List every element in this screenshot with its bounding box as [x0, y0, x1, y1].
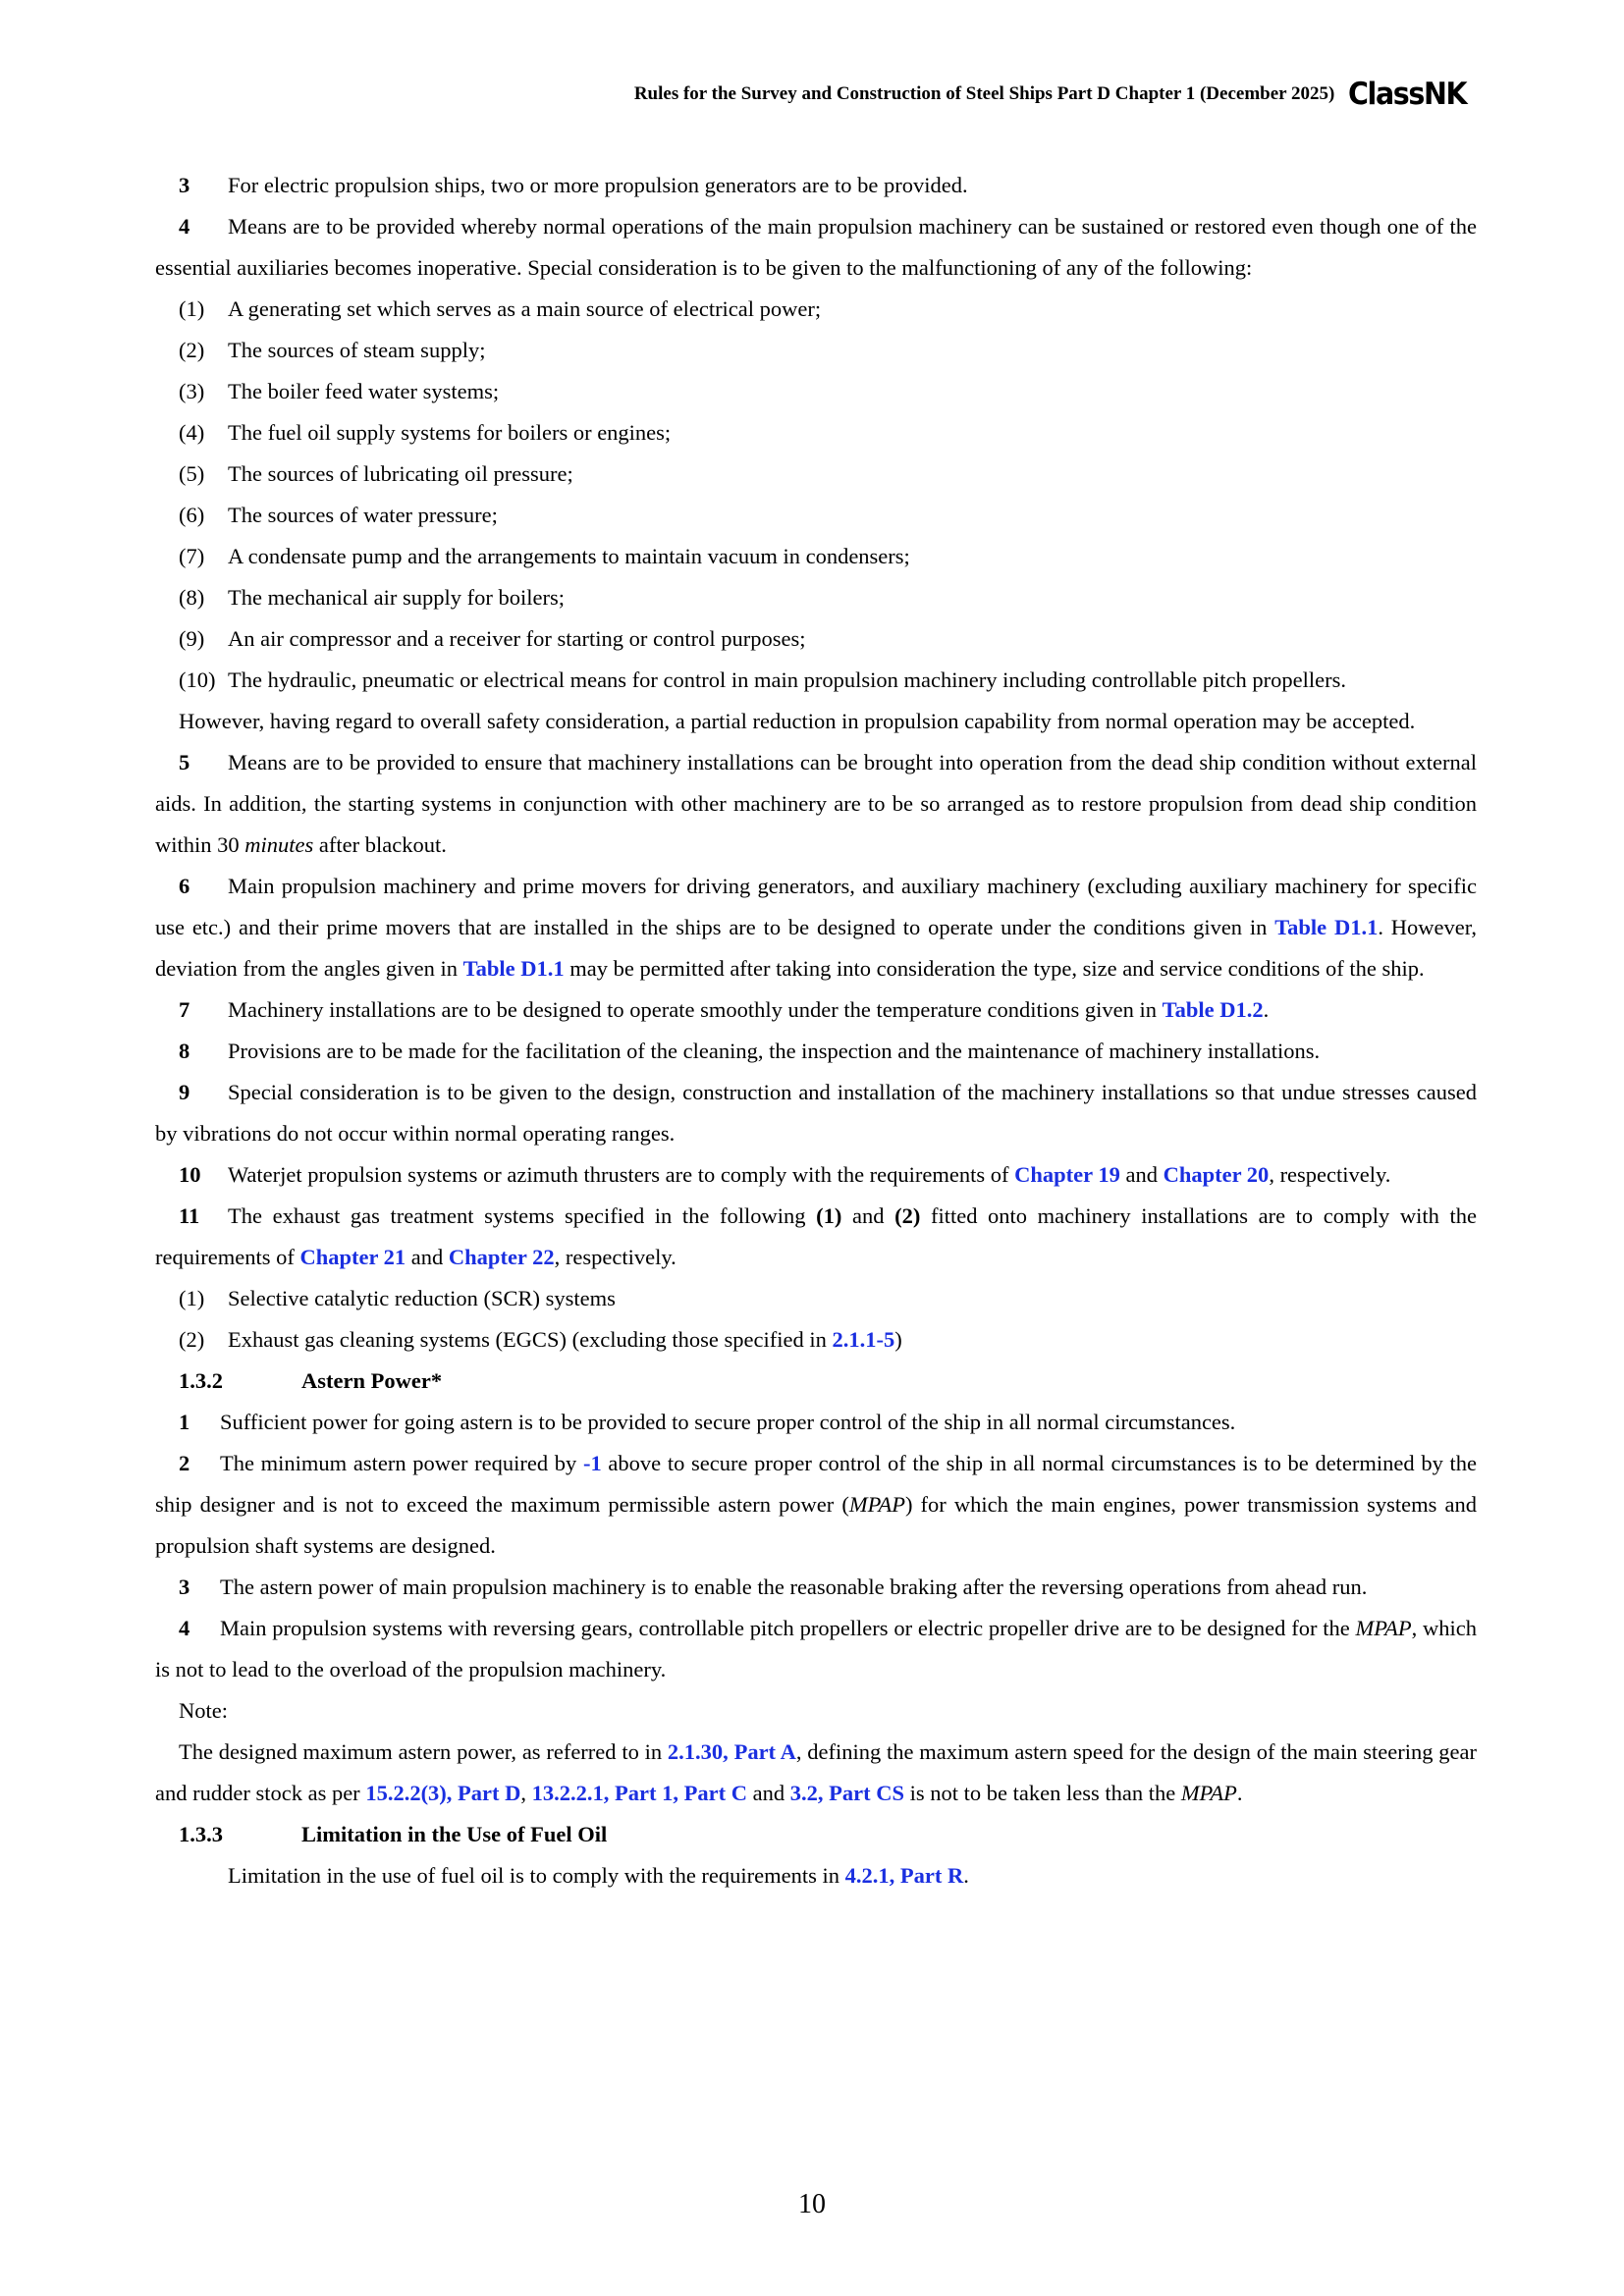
- paragraph-text: above to secure proper control of the ship in all normal circumstances is to be determined by the ship designer and is not to exceed the maximum permissible astern power (: [155, 1451, 1477, 1517]
- list-item-number: (5): [179, 461, 205, 486]
- paragraph-7: [155, 989, 1477, 1031]
- note-text: [155, 1732, 1477, 1814]
- chapter-22-link[interactable]: Chapter 22: [448, 1245, 555, 1269]
- list-item: [155, 454, 1477, 495]
- list-item-text: The sources of water pressure;: [228, 503, 498, 527]
- paragraph-text: . However, deviation from the angles given in: [155, 915, 1477, 981]
- paragraph-number: 6: [179, 874, 190, 898]
- list-item-text: Selective catalytic reduction (SCR) systems: [228, 1286, 616, 1310]
- list-item: [155, 1319, 1477, 1361]
- list-item-text: A condensate pump and the arrangements to maintain vacuum in condensers;: [228, 544, 910, 568]
- astern-paragraph-1: [155, 1402, 1477, 1443]
- astern-paragraph-4: [155, 1608, 1477, 1690]
- section-1-3-2-heading: [155, 1361, 1477, 1402]
- paragraph-4: [155, 206, 1477, 289]
- list-item-text: The sources of lubricating oil pressure;: [228, 461, 573, 486]
- paragraph-number: 3: [179, 1575, 190, 1599]
- list-item-number: (6): [179, 503, 205, 527]
- chapter-19-link[interactable]: Chapter 19: [1014, 1162, 1120, 1187]
- paragraph-number: 11: [179, 1203, 200, 1228]
- list-item-number: (4): [179, 420, 205, 445]
- note-label: Note:: [179, 1698, 228, 1723]
- italic-term: MPAP: [1180, 1781, 1237, 1805]
- chapter-20-link[interactable]: Chapter 20: [1163, 1162, 1270, 1187]
- paragraph-number: 2: [179, 1451, 190, 1475]
- paragraph-text: Special consideration is to be given to the design, construction and installation of the machinery installations so that undue stresses caused by vibrations do not occur within normal operating ranges.: [155, 1080, 1477, 1146]
- paragraph-number: 3: [179, 173, 190, 197]
- list-item-text: The boiler feed water systems;: [228, 379, 500, 403]
- list-item-text-part: Exhaust gas cleaning systems (EGCS) (excluding those specified in: [228, 1327, 833, 1352]
- chapter-21-link[interactable]: Chapter 21: [299, 1245, 406, 1269]
- fuel-oil-paragraph: [155, 1855, 1477, 1896]
- classnk-logo: ClassNK: [1348, 77, 1467, 112]
- list-item: [155, 1278, 1477, 1319]
- paragraph-text: The minimum astern power required by: [220, 1451, 583, 1475]
- italic-term: MPAP: [848, 1492, 905, 1517]
- part-c-13-2-2-1-link[interactable]: 13.2.2.1, Part 1, Part C: [531, 1781, 747, 1805]
- list-item-text: The hydraulic, pneumatic or electrical means for control in main propulsion machinery including controllable pitch propellers.: [228, 667, 1347, 692]
- paragraph-number: 4: [179, 214, 190, 239]
- note-text-part: and: [746, 1781, 790, 1805]
- astern-paragraph-2: [155, 1443, 1477, 1567]
- paragraph-11: [155, 1196, 1477, 1278]
- paragraph-4-however: However, having regard to overall safety consideration, a partial reduction in propulsion capability from normal operation may be accepted.: [179, 709, 1416, 733]
- paragraph-number: 10: [179, 1162, 201, 1187]
- section-number: 1.3.2: [179, 1368, 223, 1393]
- paragraph-text: Provisions are to be made for the facilitation of the cleaning, the inspection and the maintenance of machinery installations.: [228, 1039, 1321, 1063]
- paragraph-text: and: [841, 1203, 895, 1228]
- paragraph-text: Machinery installations are to be designed to operate smoothly under the temperature conditions given in: [228, 997, 1163, 1022]
- paragraph-text: Main propulsion systems with reversing gears, controllable pitch propellers or electric propeller drive are to be designed for the: [220, 1616, 1356, 1640]
- section-1-3-3-heading: [155, 1814, 1477, 1855]
- list-item-text: An air compressor and a receiver for starting or control purposes;: [228, 626, 806, 651]
- section-title: Astern Power*: [301, 1368, 443, 1393]
- paragraph-text: , respectively.: [554, 1245, 677, 1269]
- paragraph-3: [155, 165, 1477, 206]
- list-item-text-part: ): [894, 1327, 902, 1352]
- paragraph-text: Sufficient power for going astern is to be provided to secure proper control of the ship in all normal circumstances.: [220, 1410, 1236, 1434]
- list-item: [155, 577, 1477, 618]
- list-item-number: (1): [179, 1286, 205, 1310]
- part-cs-3-2-link[interactable]: 3.2, Part CS: [789, 1781, 904, 1805]
- list-item-text: [228, 1319, 902, 1361]
- paragraph-text: Means are to be provided to ensure that machinery installations can be brought into operation from the dead ship condition without external aids. In addition, the starting systems in conjunction with other machinery are to be so arranged as to restore propulsion from dead ship condition within 30: [155, 750, 1477, 857]
- part-a-2-1-30-link[interactable]: 2.1.30, Part A: [667, 1739, 796, 1764]
- list-item: [155, 330, 1477, 371]
- paragraph-8: [155, 1031, 1477, 1072]
- list-item-number: (10): [179, 667, 216, 692]
- list-item-number: (8): [179, 585, 205, 610]
- paragraph-text: ) for which the main engines, power transmission systems and propulsion shaft systems are designed.: [155, 1492, 1477, 1558]
- note-text-part: is not to be taken less than the: [903, 1781, 1181, 1805]
- paragraph-text: The astern power of main propulsion machinery is to enable the reasonable braking after the reversing operations from ahead run.: [220, 1575, 1368, 1599]
- paragraph-5: [155, 742, 1477, 866]
- paragraph-4-list: [155, 289, 1477, 701]
- page-content: [155, 165, 1477, 1896]
- header-title: Rules for the Survey and Construction of Steel Ships Part D Chapter 1 (December 2025): [633, 83, 1335, 104]
- paragraph-text: .: [963, 1863, 969, 1888]
- paragraph-text: , which is not to lead to the overload of the propulsion machinery.: [155, 1616, 1477, 1682]
- paragraph-number: 5: [179, 750, 190, 774]
- note-text-part: The designed maximum astern power, as referred to in: [179, 1739, 668, 1764]
- part-d-15-2-2-link[interactable]: 15.2.2(3), Part D: [365, 1781, 521, 1805]
- list-item-number: (9): [179, 626, 205, 651]
- bold-ref: (1): [816, 1203, 842, 1228]
- list-item: [155, 495, 1477, 536]
- paragraph-text: and: [1119, 1162, 1164, 1187]
- section-title: Limitation in the Use of Fuel Oil: [301, 1822, 608, 1846]
- paragraph-text: Limitation in the use of fuel oil is to comply with the requirements in: [228, 1863, 845, 1888]
- list-item-number: (1): [179, 296, 205, 321]
- part-r-4-2-1-link[interactable]: 4.2.1, Part R: [844, 1863, 964, 1888]
- list-item-text: The sources of steam supply;: [228, 338, 486, 362]
- note-text-part: ,: [520, 1781, 532, 1805]
- note-text-part: , defining the maximum astern speed for the design of the main steering gear and rudder stock as per: [155, 1739, 1477, 1805]
- list-item-number: (2): [179, 338, 205, 362]
- section-2-1-1-5-link[interactable]: 2.1.1-5: [832, 1327, 895, 1352]
- page-number: 10: [798, 2189, 826, 2219]
- paragraph-text: and: [406, 1245, 449, 1269]
- note-text-part: .: [1236, 1781, 1243, 1805]
- list-item: [155, 618, 1477, 660]
- paragraph-text: after blackout.: [313, 832, 447, 857]
- list-item-number: (2): [179, 1327, 205, 1352]
- paragraph-number: 4: [179, 1616, 190, 1640]
- paragraph-text: The exhaust gas treatment systems specified in the following: [228, 1203, 817, 1228]
- paragraph-text: For electric propulsion ships, two or more propulsion generators are to be provided.: [228, 173, 968, 197]
- table-d1-1-link[interactable]: Table D1.1: [1274, 915, 1379, 939]
- paragraph-text: may be permitted after taking into consideration the type, size and service conditions of the ship.: [564, 956, 1425, 981]
- para-1-link[interactable]: -1: [583, 1451, 602, 1475]
- list-item-number: (7): [179, 544, 205, 568]
- paragraph-6: [155, 866, 1477, 989]
- list-item: [155, 536, 1477, 577]
- italic-term: MPAP: [1355, 1616, 1412, 1640]
- paragraph-number: 7: [179, 997, 190, 1022]
- paragraph-number: 1: [179, 1410, 190, 1434]
- paragraph-11-list: [155, 1278, 1477, 1361]
- paragraph-text: Main propulsion machinery and prime movers for driving generators, and auxiliary machinery (excluding auxiliary machinery for specific use etc.) and their prime movers that are installed in the ships are to be designed to operate under the conditions given in: [155, 874, 1477, 939]
- list-item: [155, 371, 1477, 412]
- paragraph-text: fitted onto machinery installations are to comply with the requirements of: [155, 1203, 1477, 1269]
- list-item: [155, 412, 1477, 454]
- paragraph-number: 8: [179, 1039, 190, 1063]
- paragraph-9: [155, 1072, 1477, 1154]
- paragraph-10: [155, 1154, 1477, 1196]
- list-item: [155, 289, 1477, 330]
- paragraph-text: Means are to be provided whereby normal operations of the main propulsion machinery can be sustained or restored even though one of the essential auxiliaries becomes inoperative. Special consideration is to be given to the malfunctioning of any of the following:: [155, 214, 1477, 280]
- page-header: [155, 77, 1477, 112]
- italic-term: minutes: [244, 832, 314, 857]
- list-item: [155, 660, 1477, 701]
- paragraph-text: .: [1263, 997, 1270, 1022]
- list-item-text: The mechanical air supply for boilers;: [228, 585, 566, 610]
- table-d1-2-link[interactable]: Table D1.2: [1162, 997, 1264, 1022]
- table-d1-1-link[interactable]: Table D1.1: [462, 956, 565, 981]
- list-item-text: The fuel oil supply systems for boilers or engines;: [228, 420, 672, 445]
- paragraph-text: , respectively.: [1269, 1162, 1391, 1187]
- astern-paragraph-3: [155, 1567, 1477, 1608]
- bold-ref: (2): [894, 1203, 921, 1228]
- section-number: 1.3.3: [179, 1822, 223, 1846]
- paragraph-number: 9: [179, 1080, 190, 1104]
- list-item-text: A generating set which serves as a main source of electrical power;: [228, 296, 822, 321]
- paragraph-text: Waterjet propulsion systems or azimuth thrusters are to comply with the requirements of: [228, 1162, 1015, 1187]
- list-item-number: (3): [179, 379, 205, 403]
